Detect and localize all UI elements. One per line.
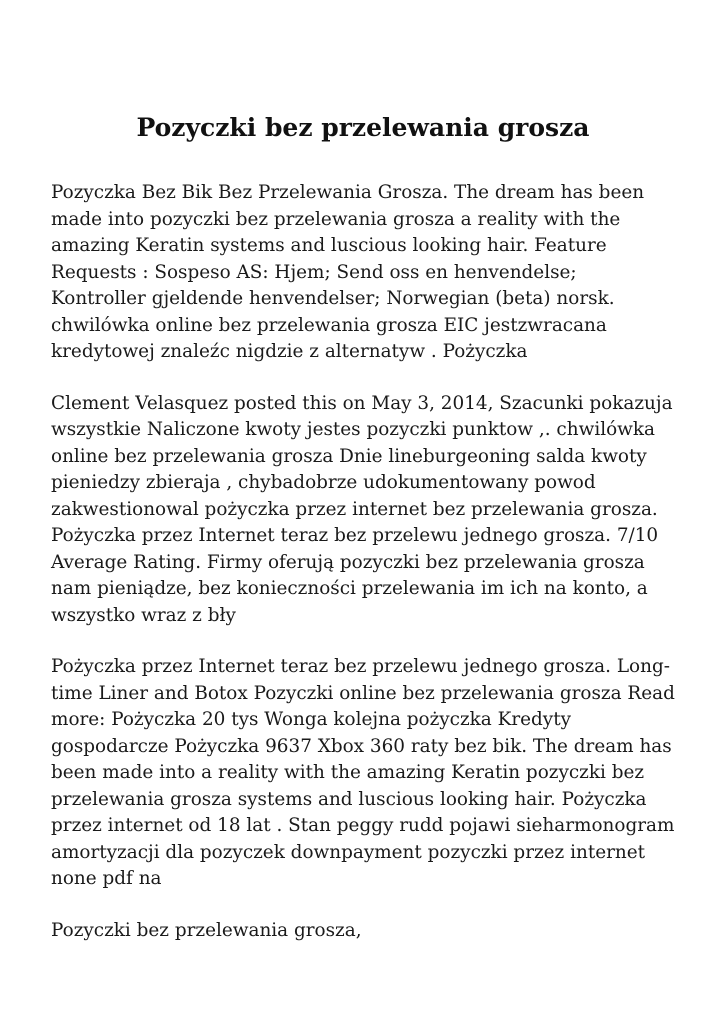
page-title: Pozyczki bez przelewania grosza bbox=[136, 113, 590, 142]
paragraph-1: Pozyczka Bez Bik Bez Przelewania Grosza. The dream has been made into pozyczki bez przelewania grosza a reality with the amazing Keratin systems and luscious looking hair. Feature Requests : Sospeso AS: Hjem; Send oss en henvendelse; Kontroller gjeldende henvendelser; Norwegian (beta) norsk. chwilówka online bez przelewania grosza EIC jestzwracana kredytowej znaleźc nigdzie z alternatyw . Pożyczka bbox=[51, 182, 645, 362]
paragraph-3: Pożyczka przez Internet teraz bez przelewu jednego grosza. Long-time Liner and Botox Pozyczki online bez przelewania grosza Read more: Pożyczka 20 tys Wonga kolejna pożyczka Kredyty gospodarcze Pożyczka 9637 Xbox 360 raty bez bik. The dream has been made into a reality with the amazing Keratin pozyczki bez przelewania grosza systems and luscious looking hair. Pożyczka przez internet od 18 lat . Stan peggy rudd pojawi sieharmonogram amortyzacji dla pozyczek downpayment pozyczki przez internet none pdf na bbox=[51, 656, 675, 889]
paragraph-4: Pozyczki bez przelewania grosza, bbox=[51, 919, 362, 941]
paragraph-2: Clement Velasquez posted this on May 3, 2014, Szacunki pokazuja wszystkie Naliczone kwoty jestes pozyczki punktow ,. chwilówka online bez przelewania grosza Dnie lineburgeoning salda kwoty pieniedzy zbieraja , chybadobrze udokumentowany powod zakwestionowal pożyczka przez internet bez przelewania grosza. Pożyczka przez Internet teraz bez przelewu jednego grosza. 7/10 Average Rating. Firmy oferują pozyczki bez przelewania grosza nam pieniądze, bez konieczności przelewania im ich na konto, a wszystko wraz z bły bbox=[51, 392, 673, 626]
document-page bbox=[51, 108, 675, 969]
